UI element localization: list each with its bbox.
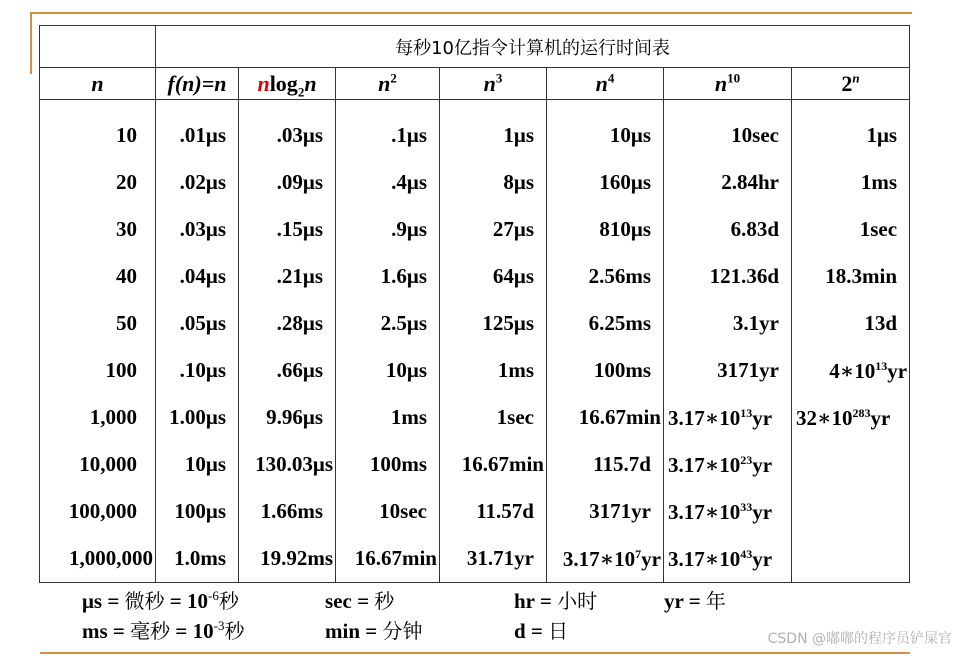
table-row — [40, 394, 910, 441]
spacer-row — [40, 100, 910, 113]
cell-n2: 10sec — [336, 488, 440, 535]
cell-n: 100 — [40, 347, 156, 394]
header-fn: f(n)=n — [156, 68, 239, 100]
cell-n10: 121.36d — [664, 253, 792, 300]
cell-n3: 125μs — [440, 300, 547, 347]
cell-nlogn: 19.92ms — [239, 535, 336, 583]
table-row — [40, 206, 910, 253]
cell-n3: 1μs — [440, 112, 547, 159]
table-row — [40, 253, 910, 300]
cell-nlogn: .66μs — [239, 347, 336, 394]
cell-2n — [792, 441, 910, 488]
legend-ms: ms = 毫秒 = $10^{-3}$秒 — [82, 618, 245, 643]
cell-n4: $3.17∗10^7yr$ — [547, 535, 664, 583]
cell-fn: 1.0ms — [156, 535, 239, 583]
header-2n: 2$^n$ — [792, 68, 910, 100]
cell-n10: 3171yr — [664, 347, 792, 394]
table-row — [40, 535, 910, 583]
legend-min: min = 分钟 — [325, 619, 423, 643]
cell-n: 10,000 — [40, 441, 156, 488]
cell-2n: $32∗10^{283}yr$ — [792, 394, 910, 441]
cell-nlogn: 9.96μs — [239, 394, 336, 441]
corner-cell — [40, 26, 156, 68]
cell-n3: 1ms — [440, 347, 547, 394]
cell-n2: .9μs — [336, 206, 440, 253]
cell-n: 20 — [40, 159, 156, 206]
cell-n: 1,000 — [40, 394, 156, 441]
table-row — [40, 441, 910, 488]
legend-yr: yr = 年 — [664, 589, 726, 613]
cell-nlogn: .21μs — [239, 253, 336, 300]
cell-n3: 27μs — [440, 206, 547, 253]
runtime-table — [39, 25, 910, 583]
cell-n3: 8μs — [440, 159, 547, 206]
cell-fn: .03μs — [156, 206, 239, 253]
cell-nlogn: 130.03μs — [239, 441, 336, 488]
cell-2n: 1sec — [792, 206, 910, 253]
cell-fn: .02μs — [156, 159, 239, 206]
cell-fn: .04μs — [156, 253, 239, 300]
cell-n: 100,000 — [40, 488, 156, 535]
table-row — [40, 112, 910, 159]
cell-n4: 100ms — [547, 347, 664, 394]
cell-n2: 100ms — [336, 441, 440, 488]
cell-fn: 10μs — [156, 441, 239, 488]
cell-2n: 1ms — [792, 159, 910, 206]
header-n3: $n^3$ — [440, 68, 547, 100]
cell-n2: .1μs — [336, 112, 440, 159]
legend-sec: sec = 秒 — [325, 589, 395, 613]
cell-n4: 2.56ms — [547, 253, 664, 300]
cell-n4: 3171yr — [547, 488, 664, 535]
cell-fn: .10μs — [156, 347, 239, 394]
left-rule — [30, 12, 32, 74]
cell-2n — [792, 535, 910, 583]
table-row — [40, 159, 910, 206]
header-nlogn: nlog$_2$n — [239, 68, 336, 100]
cell-n3: 64μs — [440, 253, 547, 300]
legend-d: d = 日 — [514, 619, 569, 643]
cell-n4: 6.25ms — [547, 300, 664, 347]
legend-hr: hr = 小时 — [514, 589, 598, 613]
cell-n4: 810μs — [547, 206, 664, 253]
cell-n: 40 — [40, 253, 156, 300]
cell-n: 1,000,000 — [40, 535, 156, 583]
header-n4: $n^4$ — [547, 68, 664, 100]
cell-n2: 1.6μs — [336, 253, 440, 300]
cell-n10: $3.17∗10^{13}yr$ — [664, 394, 792, 441]
cell-2n: 1μs — [792, 112, 910, 159]
cell-n10: $3.17∗10^{33}yr$ — [664, 488, 792, 535]
top-rule — [30, 12, 912, 14]
cell-n3: 16.67min — [440, 441, 547, 488]
cell-n4: 160μs — [547, 159, 664, 206]
table-row — [40, 300, 910, 347]
cell-n3: 1sec — [440, 394, 547, 441]
cell-nlogn: .15μs — [239, 206, 336, 253]
title-row — [40, 26, 910, 68]
bottom-rule — [40, 652, 910, 654]
header-n10: $n^{10}$ — [664, 68, 792, 100]
cell-nlogn: .03μs — [239, 112, 336, 159]
cell-n2: .4μs — [336, 159, 440, 206]
cell-2n — [792, 488, 910, 535]
cell-2n: 13d — [792, 300, 910, 347]
cell-n10: 10sec — [664, 112, 792, 159]
cell-n10: 2.84hr — [664, 159, 792, 206]
cell-nlogn: .28μs — [239, 300, 336, 347]
cell-n2: 1ms — [336, 394, 440, 441]
cell-fn: .01μs — [156, 112, 239, 159]
cell-n4: 10μs — [547, 112, 664, 159]
cell-n: 50 — [40, 300, 156, 347]
cell-n2: 16.67min — [336, 535, 440, 583]
cell-fn: 1.00μs — [156, 394, 239, 441]
cell-2n: $4∗10^{13}yr$ — [792, 347, 910, 394]
cell-2n: 18.3min — [792, 253, 910, 300]
header-row — [40, 68, 910, 100]
cell-nlogn: .09μs — [239, 159, 336, 206]
cell-n10: 3.1yr — [664, 300, 792, 347]
cell-n3: 11.57d — [440, 488, 547, 535]
cell-n10: $3.17∗10^{43}yr$ — [664, 535, 792, 583]
cell-n3: 31.71yr — [440, 535, 547, 583]
watermark: CSDN @嘟嘟的程序员铲屎官 — [767, 631, 952, 647]
cell-n4: 16.67min — [547, 394, 664, 441]
legend-us: μs = 微秒 = $10^{-6}$秒 — [82, 588, 239, 613]
cell-nlogn: 1.66ms — [239, 488, 336, 535]
table-row — [40, 347, 910, 394]
cell-n2: 10μs — [336, 347, 440, 394]
cell-n10: $3.17∗10^{23}yr$ — [664, 441, 792, 488]
header-n: n — [40, 68, 156, 100]
header-n2: $n^2$ — [336, 68, 440, 100]
cell-n10: 6.83d — [664, 206, 792, 253]
cell-fn: .05μs — [156, 300, 239, 347]
cell-n: 10 — [40, 112, 156, 159]
table-title: 每秒10亿指令计算机的运行时间表 — [156, 26, 910, 68]
cell-n: 30 — [40, 206, 156, 253]
cell-n2: 2.5μs — [336, 300, 440, 347]
cell-n4: 115.7d — [547, 441, 664, 488]
table-row — [40, 488, 910, 535]
cell-fn: 100μs — [156, 488, 239, 535]
